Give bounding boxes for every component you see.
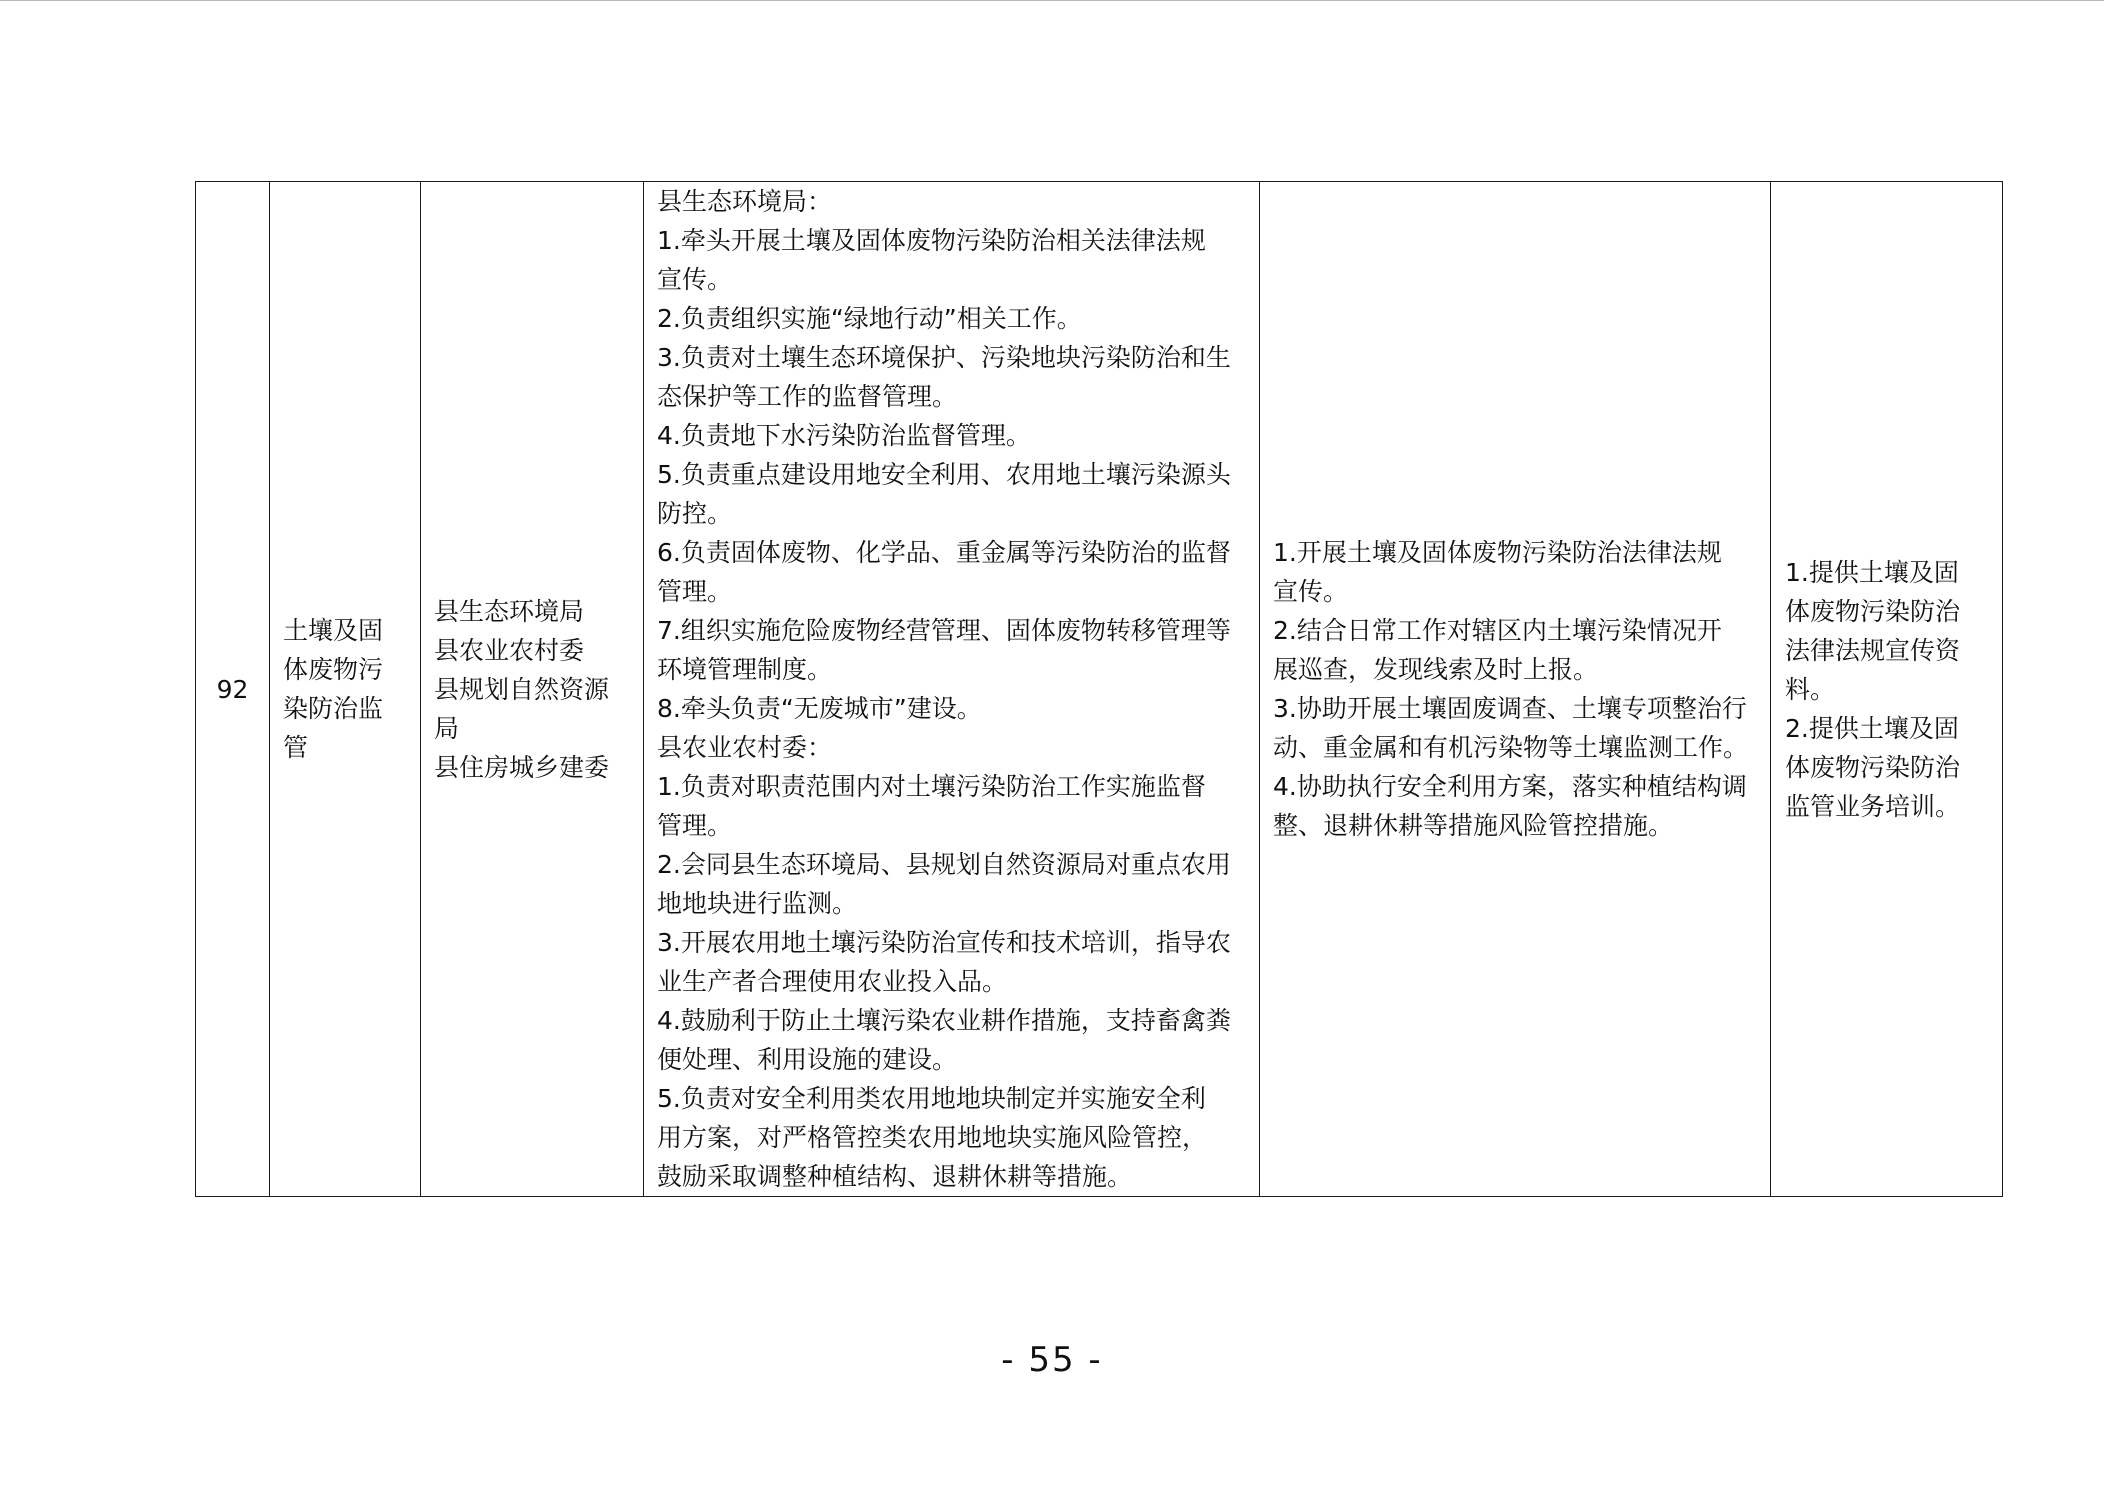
page-number: - 55 - [1001,1340,1103,1380]
duty-line: 5.负责对安全利用类农用地地块制定并实施安全利 [657,1084,1206,1113]
duty-line: 5.负责重点建设用地安全利用、农用地土壤污染源头 [657,460,1231,489]
department-line: 县生态环境局 [434,596,585,626]
duty-line: 态保护等工作的监督管理。 [657,382,958,411]
support-line: 法律法规宣传资 [1785,635,1961,665]
item-name [270,611,420,767]
support-line: 2.提供土壤及固 [1785,713,1959,743]
town-duties-cell [1260,182,1771,1197]
duty-line: 1.负责对职责范围内对土壤污染防治工作实施监督 [657,772,1206,801]
duty-line: 管理。 [657,811,733,840]
duty-line: 3.负责对土壤生态环境保护、污染地块污染防治和生 [657,343,1231,372]
support-line: 料。 [1785,674,1836,704]
town-duties [1260,533,1770,845]
duty-line: 管理。 [657,577,733,606]
town-duty-line: 宣传。 [1273,577,1349,606]
duty-line: 6.负责固体废物、化学品、重金属等污染防治的监督 [657,538,1231,567]
duty-line: 4.负责地下水污染防治监督管理。 [657,421,1031,450]
duty-line: 县生态环境局： [657,187,833,216]
department-duties [644,182,1259,1196]
town-duty-line: 2.结合日常工作对辖区内土壤污染情况开 [1273,616,1722,645]
duty-line: 用方案，对严格管控类农用地地块实施风险管控， [657,1123,1208,1152]
duty-line: 4.鼓励利于防止土壤污染农业耕作措施，支持畜禽粪 [657,1006,1231,1035]
page-top-border [0,0,2104,1]
item-name-line: 土壤及固 [283,616,384,645]
duty-line: 2.会同县生态环境局、县规划自然资源局对重点农用 [657,850,1231,879]
responsible-departments-cell [421,182,644,1197]
duty-line: 环境管理制度。 [657,655,833,684]
department-line: 县农业农村委 [434,635,585,665]
support-line: 监管业务培训。 [1785,791,1961,821]
row-number-cell [196,182,270,1197]
department-line: 县规划自然资源 [434,674,610,704]
town-duty-line: 动、重金属和有机污染物等土壤监测工作。 [1273,733,1749,762]
support-duties [1771,553,2002,826]
item-name-line: 管 [283,733,309,762]
department-line: 县住房城乡建委 [434,752,610,782]
duty-line: 业生产者合理使用农业投入品。 [657,967,1008,996]
duty-line: 宣传。 [657,265,733,294]
town-duty-line: 4.协助执行安全利用方案，落实种植结构调 [1273,772,1747,801]
duty-line: 3.开展农用地土壤污染防治宣传和技术培训，指导农 [657,928,1231,957]
row-number: 92 [216,674,249,704]
town-duty-line: 1.开展土壤及固体废物污染防治法律法规 [1273,538,1722,567]
duty-line: 1.牵头开展土壤及固体废物污染防治相关法律法规 [657,226,1206,255]
responsible-departments [421,592,643,787]
duty-line: 鼓励采取调整种植结构、退耕休耕等措施。 [657,1162,1133,1191]
support-duties-cell [1771,182,2003,1197]
duty-line: 防控。 [657,499,733,528]
table-row [196,182,2003,1197]
town-duty-line: 展巡查，发现线索及时上报。 [1273,655,1599,684]
department-duties-cell [644,182,1260,1197]
item-name-cell [270,182,421,1197]
item-name-line: 染防治监 [283,694,384,723]
duty-line: 2.负责组织实施“绿地行动”相关工作。 [657,304,1082,333]
department-line: 局 [434,713,460,743]
duty-table [195,181,2003,1197]
duty-line: 7.组织实施危险废物经营管理、固体废物转移管理等 [657,616,1231,645]
item-name-line: 体废物污 [283,655,384,684]
support-line: 体废物污染防治 [1785,752,1961,782]
support-line: 1.提供土壤及固 [1785,557,1959,587]
duty-line: 8.牵头负责“无废城市”建设。 [657,694,982,723]
duty-line: 便处理、利用设施的建设。 [657,1045,958,1074]
support-line: 体废物污染防治 [1785,596,1961,626]
town-duty-line: 3.协助开展土壤固废调查、土壤专项整治行 [1273,694,1747,723]
duty-line: 县农业农村委： [657,733,833,762]
duty-line: 地地块进行监测。 [657,889,858,918]
town-duty-line: 整、退耕休耕等措施风险管控措施。 [1273,811,1674,840]
